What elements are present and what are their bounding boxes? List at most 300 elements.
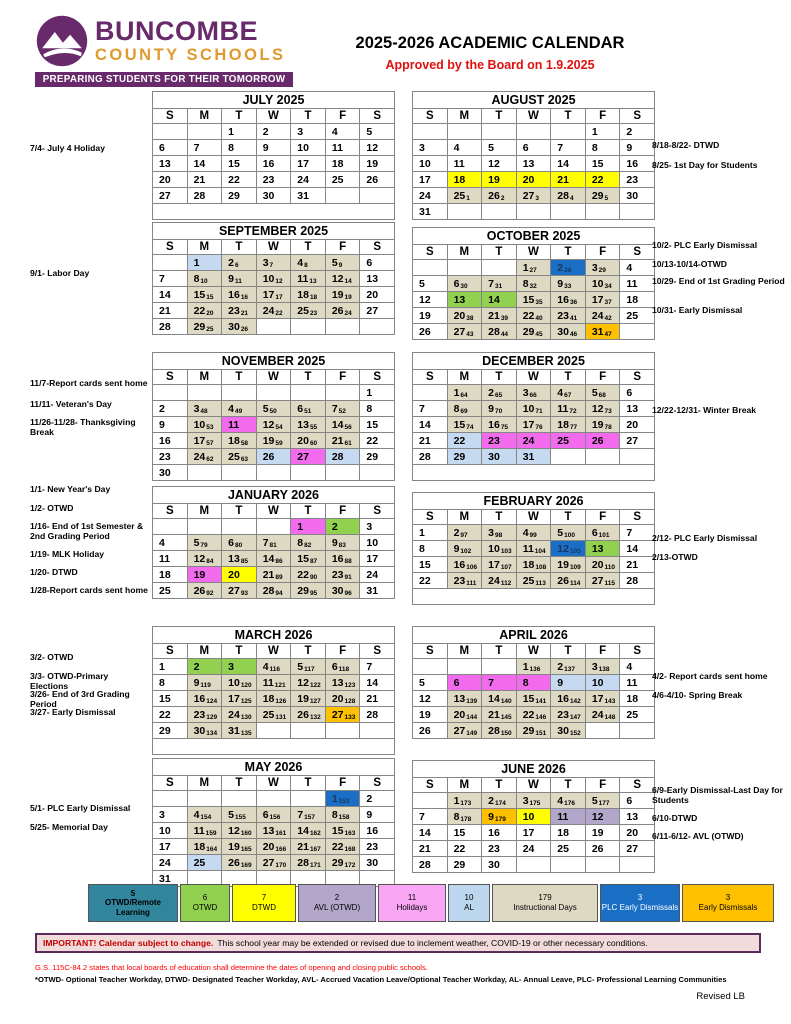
weekday-header: T [551,370,586,385]
day-cell: 8 [585,140,620,156]
instructional-day-count: 44 [500,330,509,338]
weekday-header: W [516,370,551,385]
empty-week-row [413,589,655,605]
weekday-header: T [291,644,326,659]
day-cell: 19 [413,707,448,723]
calendar-note-right: 10/31- Early Dismissal [652,305,743,315]
day-cell [551,857,586,873]
day-cell [222,791,257,807]
instructional-day-count: 54 [275,423,283,431]
instructional-day-count: 121 [274,681,286,689]
day-cell [153,255,188,271]
day-cell: 30152 [551,723,586,739]
legend-count: 2 [334,893,340,903]
instructional-day-count: 52 [338,407,346,415]
calendar-note-left: 11/26-11/28- Thanksgiving Break [30,417,136,438]
month-title: JANUARY 2026 [153,487,395,504]
weekday-header: T [551,245,586,260]
day-cell: 6 [153,140,188,156]
day-cell: 14 [413,825,448,841]
day-cell: 20128 [325,691,360,707]
day-cell: 4 [620,260,655,276]
day-cell [482,659,517,675]
weekday-header: W [256,109,291,124]
day-cell: 11 [447,156,482,172]
day-cell [447,124,482,140]
month-title: FEBRUARY 2026 [413,493,655,510]
day-cell: 25 [187,855,222,871]
day-cell [447,204,482,220]
instructional-day-count: 95 [309,589,318,597]
calendar-table [152,222,395,335]
day-cell: 24 [360,567,395,583]
instructional-day-count: 127 [309,697,321,705]
day-cell: 2 [360,791,395,807]
instructional-day-count: 72 [569,407,577,415]
day-cell: 18 [620,292,655,308]
statute-note: G.S. 115C-84.2 states that local boards of education shall determine the dates of opening and closing public schools. [35,963,428,972]
day-cell: 2321 [222,303,257,319]
day-cell: 23 [482,841,517,857]
day-cell: 15 [222,156,257,172]
day-cell: 2442 [585,308,620,324]
day-cell: 9 [153,417,188,433]
day-cell: 1113 [291,271,326,287]
day-cell: 1 [585,124,620,140]
instructional-day-count: 35 [535,298,543,306]
instructional-day-count: 71 [535,407,543,415]
day-cell: 5117 [291,659,326,675]
day-cell: 1978 [585,417,620,433]
weekday-header: S [153,644,188,659]
instructional-day-count: 141 [535,697,547,705]
calendar-table [152,91,395,220]
instructional-day-count: 137 [564,665,575,673]
instructional-day-count: 56 [344,423,352,431]
day-cell: 16142 [551,691,586,707]
day-cell [187,519,222,535]
instructional-day-count: 15 [206,293,214,301]
day-cell: 5177 [585,793,620,809]
weekday-header: M [187,240,222,255]
instructional-day-count: 36 [569,298,578,306]
day-cell: 26132 [291,707,326,723]
month-november-2025 [152,352,395,481]
weekday-header: M [187,776,222,791]
day-cell: 12105 [551,541,586,557]
instructional-day-count: 132 [309,713,321,721]
day-cell: 15 [585,156,620,172]
day-cell: 7 [413,401,448,417]
month-title: SEPTEMBER 2025 [153,223,395,240]
day-cell: 31 [360,583,395,599]
day-cell: 23129 [187,707,222,723]
instructional-day-count: 154 [200,813,212,821]
calendar-note-left: 3/2- OTWD [30,652,74,662]
day-cell: 2174 [482,793,517,809]
day-cell: 3 [360,519,395,535]
instructional-day-count: 131 [275,713,287,721]
legend-holidays [378,884,446,922]
legend-label: Holidays [396,903,428,912]
weekday-header: W [256,644,291,659]
day-cell: 8 [516,675,551,691]
instructional-day-count: 114 [569,579,581,587]
weekday-header: T [222,776,257,791]
day-cell: 2945 [516,324,551,340]
day-cell: 31 [413,204,448,220]
day-cell: 6 [516,140,551,156]
month-february-2026 [412,492,655,605]
day-cell: 21 [413,841,448,857]
instructional-day-count: 171 [309,861,321,869]
day-cell: 2 [153,401,188,417]
day-cell: 25 [551,841,586,857]
instructional-day-count: 39 [500,314,509,322]
day-cell: 6 [360,255,395,271]
instructional-day-count: 153 [338,797,350,805]
instructional-day-count: 91 [344,573,352,581]
instructional-day-count: 55 [309,423,318,431]
day-cell: 25 [551,433,586,449]
day-cell: 1355 [291,417,326,433]
instructional-day-count: 42 [604,314,612,322]
instructional-day-count: 115 [604,579,615,587]
legend-dtwd [232,884,296,922]
day-cell: 18 [620,691,655,707]
weekday-header: M [187,109,222,124]
day-cell [413,385,448,401]
day-cell [482,260,517,276]
day-cell: 20 [360,287,395,303]
day-cell: 3138 [585,659,620,675]
day-cell: 17 [516,825,551,841]
day-cell: 27 [620,433,655,449]
day-cell [620,857,655,873]
month-title: JUNE 2026 [413,761,655,778]
day-cell: 970 [482,401,517,417]
day-cell: 1919 [325,287,360,303]
day-cell: 7 [153,271,188,287]
month-title: MARCH 2026 [153,627,395,644]
weekday-header: T [222,370,257,385]
day-cell: 24112 [482,573,517,589]
weekday-header: M [447,370,482,385]
day-cell: 26169 [222,855,257,871]
weekday-header: T [482,109,517,124]
day-cell: 579 [187,535,222,551]
legend-al [448,884,490,922]
month-title: DECEMBER 2025 [413,353,655,370]
day-cell [222,465,257,481]
instructional-day-count: 66 [529,391,537,399]
day-cell [585,723,620,739]
day-cell: 1737 [585,292,620,308]
weekday-header: S [360,370,395,385]
day-cell: 21167 [291,839,326,855]
day-cell: 1877 [551,417,586,433]
instructional-day-count: 164 [206,845,218,853]
day-cell: 4176 [551,793,586,809]
instructional-day-count: 104 [534,547,546,555]
day-cell [256,723,291,739]
calendar-note-left: 1/28-Report cards sent home [30,585,148,595]
weekday-header: T [222,644,257,659]
day-cell [360,188,395,204]
day-cell: 1 [153,659,188,675]
day-cell: 21 [153,303,188,319]
calendar-note-right: 8/25- 1st Day for Students [652,160,758,170]
day-cell: 30134 [187,723,222,739]
instructional-day-count: 103 [500,547,512,555]
day-cell: 2523 [291,303,326,319]
day-cell: 13 [585,541,620,557]
day-cell [187,124,222,140]
logo-buncombe-text: BUNCOMBE [95,16,258,47]
day-cell [516,204,551,220]
day-cell: 20144 [447,707,482,723]
legend-count: 10 [464,893,474,903]
day-cell: 26 [585,433,620,449]
day-cell [291,385,326,401]
day-cell: 30 [482,449,517,465]
day-cell: 228 [551,260,586,276]
day-cell [413,260,448,276]
instructional-day-count: 142 [569,697,581,705]
day-cell: 22 [413,573,448,589]
day-cell: 3046 [551,324,586,340]
day-cell: 28 [153,319,188,335]
day-cell [585,204,620,220]
day-cell [516,124,551,140]
day-cell: 20 [620,417,655,433]
day-cell: 8178 [447,809,482,825]
day-cell: 17 [153,839,188,855]
month-may-2026 [152,758,395,887]
instructional-day-count: 43 [466,330,474,338]
calendar-note-left: 3/3- OTWD-Primary Elections [30,671,109,692]
legend-instructional-days [492,884,598,922]
day-cell: 26 [222,255,257,271]
instructional-day-count: 124 [206,697,218,705]
day-cell: 11 [551,809,586,825]
instructional-day-count: 49 [234,407,243,415]
day-cell: 8 [153,675,188,691]
month-july-2025 [152,91,395,220]
day-cell: 6 [620,793,655,809]
instructional-day-count: 78 [604,423,612,431]
day-cell: 1273 [585,401,620,417]
day-cell: 20 [153,172,188,188]
day-cell: 11121 [256,675,291,691]
calendar-table [152,352,395,481]
day-cell: 15 [413,557,448,573]
calendar-note-right: 2/13-OTWD [652,552,698,562]
important-banner-rest: This school year may be extended or revised due to inclement weather, COVID-19 or other necessary conditions. [217,938,648,948]
calendar-note-left: 5/25- Memorial Day [30,822,108,832]
day-cell: 2563 [222,449,257,465]
day-cell: 3 [222,659,257,675]
day-cell [187,385,222,401]
day-cell: 23 [620,172,655,188]
day-cell: 25 [325,172,360,188]
instructional-day-count: 28 [564,266,572,274]
instructional-day-count: 12 [275,277,283,285]
day-cell: 12 [482,156,517,172]
day-cell [187,465,222,481]
day-cell [222,519,257,535]
day-cell: 22 [153,707,188,723]
instructional-day-count: 107 [500,563,512,571]
instructional-day-count: 16 [240,293,249,301]
weekday-header: S [413,109,448,124]
day-cell: 26 [413,324,448,340]
day-cell: 2139 [482,308,517,324]
day-cell: 24 [516,841,551,857]
weekday-header: S [153,240,188,255]
weekday-header: F [585,644,620,659]
instructional-day-count: 77 [569,423,578,431]
instructional-day-count: 109 [569,563,581,571]
day-cell: 4116 [256,659,291,675]
day-cell [325,465,360,481]
instructional-day-count: 168 [344,845,356,853]
day-cell: 12 [585,809,620,825]
weekday-header: T [291,370,326,385]
instructional-day-count: 29 [598,266,606,274]
calendar-table [152,626,395,755]
day-cell [360,723,395,739]
weekday-header: M [447,778,482,793]
instructional-day-count: 100 [564,531,575,539]
day-cell: 29 [222,188,257,204]
day-cell: 273 [516,188,551,204]
calendar-note-left: 1/20- DTWD [30,567,78,577]
instructional-day-count: 99 [529,531,537,539]
instructional-day-count: 110 [604,563,615,571]
day-cell: 31 [291,188,326,204]
day-cell: 11104 [516,541,551,557]
weekday-header: T [291,504,326,519]
day-cell: 1214 [325,271,360,287]
day-cell: 18126 [256,691,291,707]
day-cell: 19 [482,172,517,188]
weekday-header: S [620,778,655,793]
instructional-day-count: 122 [309,681,321,689]
day-cell [222,385,257,401]
month-title: APRIL 2026 [413,627,655,644]
instructional-day-count: 24 [344,309,352,317]
day-cell: 17 [291,156,326,172]
weekday-header: F [325,109,360,124]
day-cell: 2220 [187,303,222,319]
instructional-day-count: 26 [240,325,249,333]
calendar-note-right: 12/22-12/31- Winter Break [652,405,757,415]
instructional-day-count: 117 [304,665,315,673]
weekday-header: M [447,245,482,260]
calendar-note-left: 7/4- July 4 Holiday [30,143,105,153]
day-cell: 983 [325,535,360,551]
day-cell: 27115 [585,573,620,589]
calendar-note-right: 6/11-6/12- AVL (OTWD) [652,831,744,841]
day-cell: 4 [325,124,360,140]
day-cell [620,324,655,340]
day-cell: 832 [516,276,551,292]
legend-avl-otwd [298,884,376,922]
day-cell: 1 [187,255,222,271]
legend-label: OTWD/Remote Learning [105,898,161,917]
day-cell: 23147 [551,707,586,723]
day-cell [413,659,448,675]
day-cell: 9 [360,807,395,823]
day-cell [413,124,448,140]
instructional-day-count: 82 [304,541,312,549]
instructional-day-count: 94 [275,589,283,597]
day-cell: 10 [360,535,395,551]
day-cell: 19 [187,567,222,583]
day-cell [620,723,655,739]
day-cell: 1173 [447,793,482,809]
day-cell [153,124,188,140]
day-cell: 8 [413,541,448,557]
instructional-day-count: 75 [500,423,509,431]
day-cell: 25 [620,707,655,723]
day-cell: 5100 [551,525,586,541]
day-cell: 21 [360,691,395,707]
day-cell: 21 [551,172,586,188]
day-cell [585,857,620,873]
weekday-header: W [516,245,551,260]
instructional-day-count: 33 [564,282,572,290]
instructional-day-count: 149 [466,729,478,737]
calendar-note-right: 10/2- PLC Early Dismissal [652,240,758,250]
instructional-day-count: 155 [234,813,246,821]
instructional-day-count: 93 [240,589,249,597]
instructional-day-count: 139 [466,697,478,705]
calendar-note-right: 4/6-4/10- Spring Break [652,690,743,700]
day-cell: 14 [482,292,517,308]
weekday-header: S [620,644,655,659]
day-cell: 6118 [325,659,360,675]
day-cell: 6156 [256,807,291,823]
day-cell: 25113 [516,573,551,589]
instructional-day-count: 108 [535,563,547,571]
instructional-day-count: 176 [564,799,575,807]
day-cell: 13123 [325,675,360,691]
weekday-header: S [620,245,655,260]
instructional-day-count: 151 [535,729,547,737]
instructional-day-count: 167 [309,845,321,853]
weekday-header: F [325,240,360,255]
day-cell: 467 [551,385,586,401]
day-cell: 1818 [291,287,326,303]
day-cell: 1284 [187,551,222,567]
weekday-header: T [482,778,517,793]
calendar-note-right: 4/2- Report cards sent home [652,671,768,681]
instructional-day-count: 61 [344,439,352,447]
day-cell: 1675 [482,417,517,433]
day-cell: 1012 [256,271,291,287]
weekday-header: S [413,778,448,793]
day-cell: 27 [360,303,395,319]
day-cell: 2161 [325,433,360,449]
instructional-day-count: 14 [344,277,352,285]
instructional-day-count: 111 [466,579,477,587]
important-banner-strong: IMPORTANT! Calendar subject to change. [43,938,214,948]
instructional-day-count: 150 [500,729,512,737]
weekday-header: S [360,109,395,124]
day-cell: 9102 [447,541,482,557]
